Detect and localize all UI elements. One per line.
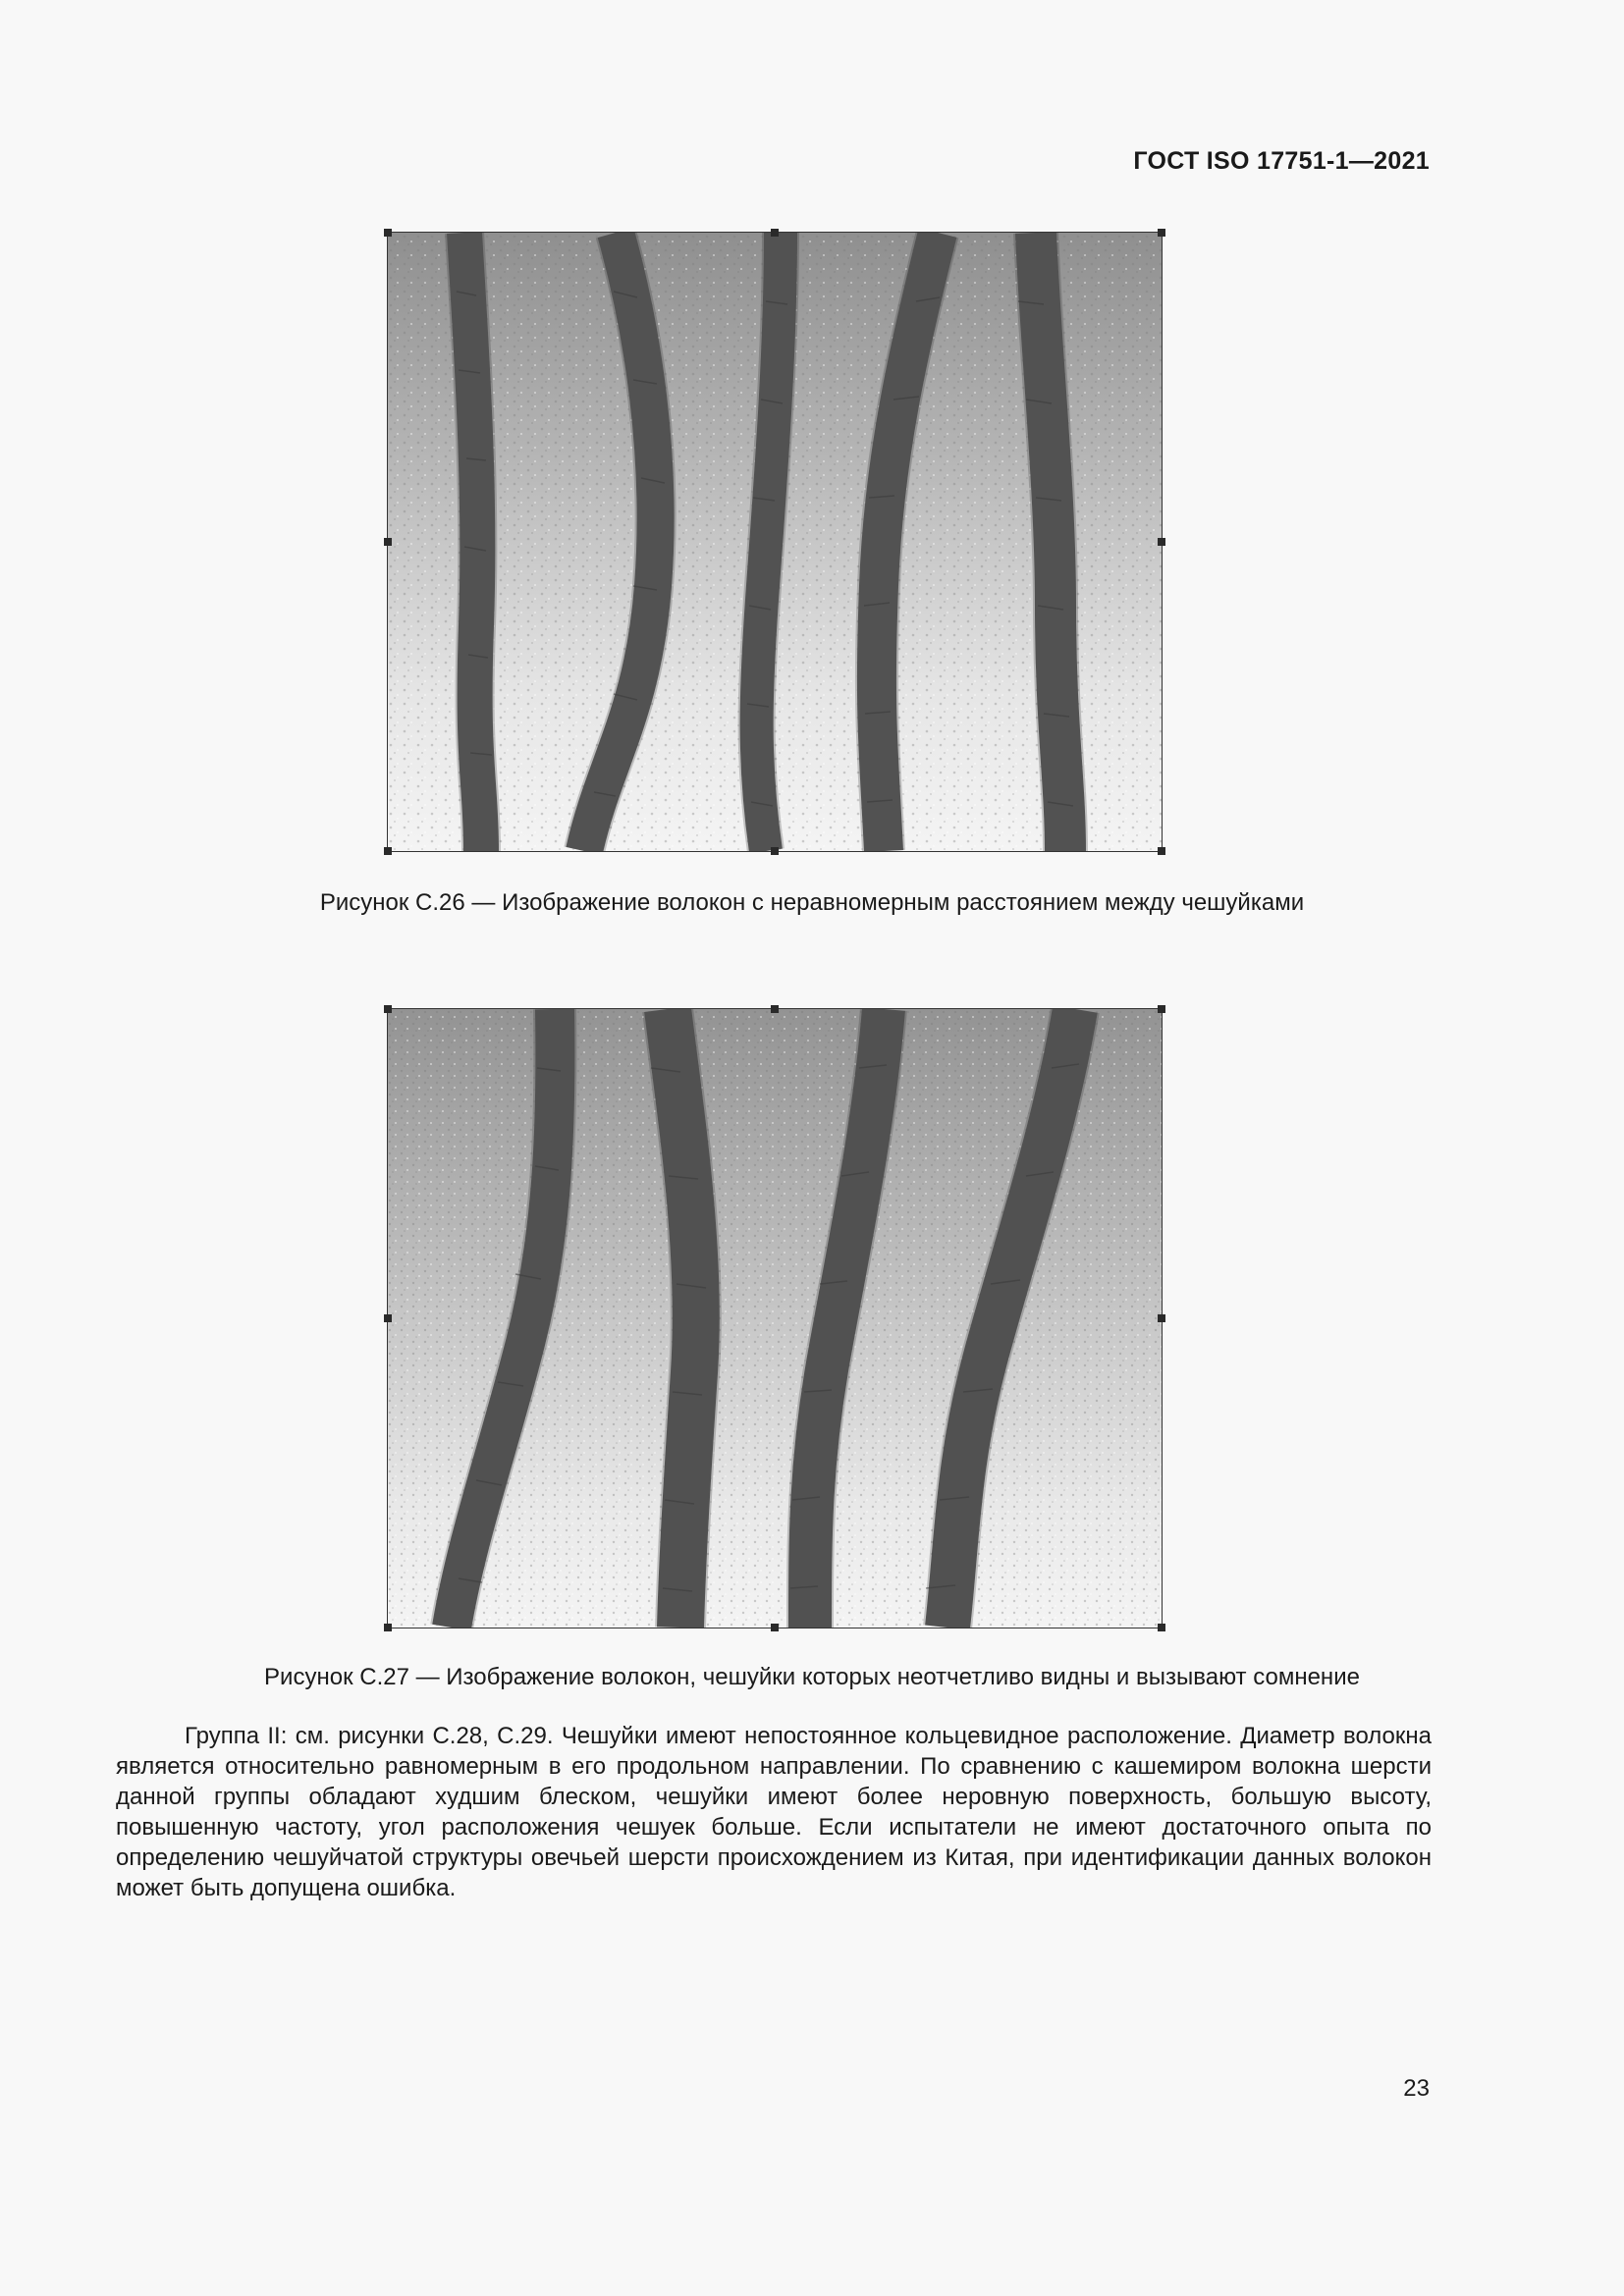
resize-handle: [384, 1314, 392, 1322]
document-id: ГОСТ ISO 17751-1—2021: [1133, 147, 1430, 175]
resize-handle: [1158, 229, 1165, 237]
resize-handle: [384, 1005, 392, 1013]
body-paragraph: Группа II: см. рисунки С.28, С.29. Чешуйки имеют непостоянное кольцевидное расположение. Диаметр волокна является относительно равномерным в его продольном направлении. По сравнению с кашемиром волокна шерсти данной группы обладают худшим блеском, чешуйки имеют более неровную поверхность, большую высоту, повышенную частоту, угол расположения чешуек больше. Если испытатели не имеют достаточного опыта по определению чешуйчатой структуры овечьей шерсти происхождением из Китая, при идентификации данных волокон может быть допущена ошибка.: [116, 1723, 1432, 1901]
resize-handle: [1158, 1005, 1165, 1013]
figure-c27-image: [387, 1008, 1163, 1629]
resize-handle: [771, 1005, 779, 1013]
figure-c26-image: [387, 232, 1163, 852]
resize-handle: [771, 229, 779, 237]
resize-handle: [771, 847, 779, 855]
page-number: 23: [1403, 2075, 1430, 2102]
resize-handle: [1158, 847, 1165, 855]
resize-handle: [771, 1624, 779, 1631]
figure-c26-caption: Рисунок С.26 — Изображение волокон с неравномерным расстоянием между чешуйками: [319, 889, 1305, 916]
resize-handle: [384, 229, 392, 237]
figure-c27-caption: Рисунок С.27 — Изображение волокон, чешуйки которых неотчетливо видны и вызывают сомнение: [264, 1664, 1360, 1690]
resize-handle: [1158, 1314, 1165, 1322]
resize-handle: [384, 1624, 392, 1631]
resize-handle: [1158, 1624, 1165, 1631]
resize-handle: [1158, 538, 1165, 546]
resize-handle: [384, 538, 392, 546]
resize-handle: [384, 847, 392, 855]
